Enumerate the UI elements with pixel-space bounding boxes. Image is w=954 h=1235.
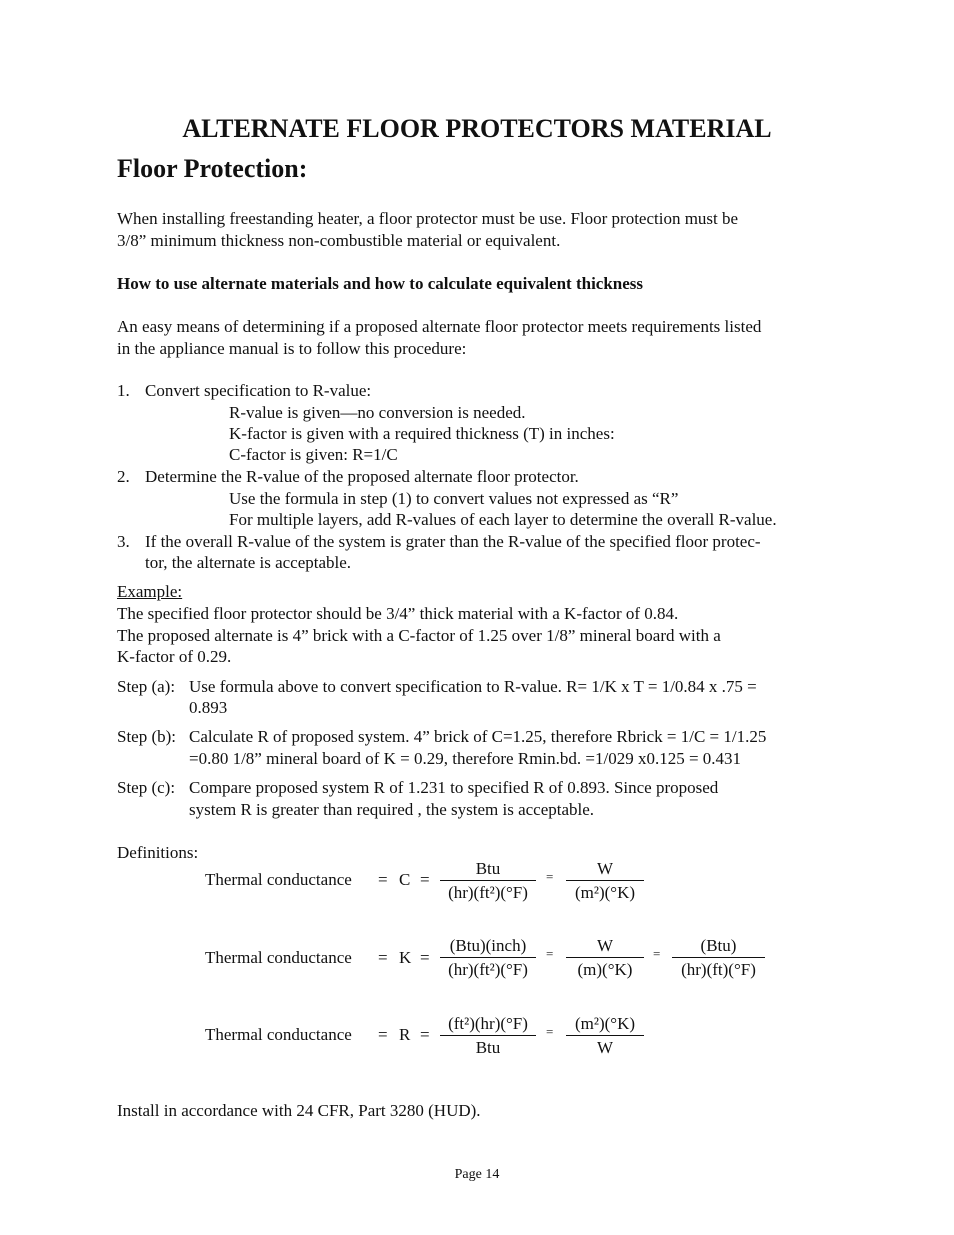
fraction-denominator: (hr)(ft)(°F): [681, 960, 756, 979]
procedure-intro-line-1: An easy means of determining if a proposed alternate floor protector meets requirements listed: [117, 317, 762, 336]
example-line: K-factor of 0.29.: [117, 647, 232, 666]
definitions-label: Definitions:: [117, 843, 199, 862]
equals-sign: =: [546, 869, 554, 884]
fraction-denominator: (m)(°K): [577, 960, 633, 979]
subheading: How to use alternate materials and how to calculate equivalent thickness: [117, 274, 644, 293]
fraction: [566, 935, 644, 980]
equals-sign: =: [420, 948, 430, 967]
step-text-continued: tor, the alternate is acceptable.: [145, 553, 352, 572]
fraction: [566, 858, 644, 903]
calc-step-line: Calculate R of proposed system. 4” brick of C=1.25, therefore Rbrick = 1/C = 1/1.25: [189, 727, 767, 746]
calc-step-line: 0.893: [189, 698, 228, 717]
fraction-numerator: Btu: [440, 858, 536, 881]
fraction-denominator: (hr)(ft²)(°F): [448, 883, 528, 902]
step-subitem: Use the formula in step (1) to convert values not expressed as “R”: [229, 489, 679, 508]
equals-sign: =: [546, 1024, 554, 1039]
calc-step-label: Step (a):: [117, 677, 176, 696]
fraction: [440, 858, 536, 903]
fraction-denominator: Btu: [475, 1038, 501, 1057]
calc-step-line: =0.80 1/8” mineral board of K = 0.29, therefore Rmin.bd. =1/029 x0.125 = 0.431: [189, 749, 742, 768]
fraction-numerator: W: [566, 858, 644, 881]
step-text: Convert specification to R-value:: [145, 381, 372, 400]
example-line: The specified floor protector should be 3/4” thick material with a K-factor of 0.84.: [117, 604, 679, 623]
step-text: If the overall R-value of the system is grater than the R-value of the specified floor protec-: [145, 532, 761, 551]
equals-sign: =: [378, 1025, 388, 1044]
fraction: [440, 1013, 536, 1058]
definition-name: Thermal conductance: [205, 948, 352, 967]
definition-symbol: K: [399, 948, 412, 967]
calc-step-label: Step (c):: [117, 778, 176, 797]
fraction: [440, 935, 536, 980]
intro-line-1: When installing freestanding heater, a floor protector must be use. Floor protection must be: [117, 209, 739, 228]
example-label: Example:: [117, 582, 183, 601]
definition-name: Thermal conductance: [205, 1025, 352, 1044]
definition-name: Thermal conductance: [205, 870, 352, 889]
step-number: 1.: [117, 381, 130, 400]
equals-sign: =: [378, 948, 388, 967]
fraction-numerator: (Btu)(inch): [440, 935, 536, 958]
step-subitem: C-factor is given: R=1/C: [229, 445, 398, 464]
step-subitem: For multiple layers, add R-values of each layer to determine the overall R-value.: [229, 510, 777, 529]
step-subitem: K-factor is given with a required thickness (T) in inches:: [229, 424, 615, 443]
example-line: The proposed alternate is 4” brick with a C-factor of 1.25 over 1/8” mineral board with a: [117, 626, 721, 645]
equals-sign: =: [653, 946, 661, 961]
install-note: Install in accordance with 24 CFR, Part 3280 (HUD).: [117, 1101, 481, 1120]
calc-step-line: Compare proposed system R of 1.231 to specified R of 0.893. Since proposed: [189, 778, 719, 797]
page-number: Page 14: [454, 1167, 500, 1182]
step-number: 2.: [117, 467, 130, 486]
definition-symbol: C: [399, 870, 411, 889]
calc-step-label: Step (b):: [117, 727, 177, 746]
step-number: 3.: [117, 532, 130, 551]
fraction-numerator: W: [566, 935, 644, 958]
fraction-numerator: (ft²)(hr)(°F): [440, 1013, 536, 1036]
equals-sign: =: [378, 870, 388, 889]
equals-sign: =: [420, 1025, 430, 1044]
page-title: ALTERNATE FLOOR PROTECTORS MATERIAL: [182, 114, 772, 143]
equals-sign: =: [420, 870, 430, 889]
step-text: Determine the R-value of the proposed alternate floor protector.: [145, 467, 579, 486]
fraction: [566, 1013, 644, 1058]
calc-step-line: system R is greater than required , the system is acceptable.: [189, 800, 595, 819]
step-subitem: R-value is given—no conversion is needed.: [229, 403, 526, 422]
fraction-numerator: (m²)(°K): [566, 1013, 644, 1036]
fraction-denominator: (hr)(ft²)(°F): [448, 960, 528, 979]
procedure-intro-line-2: in the appliance manual is to follow this procedure:: [117, 339, 467, 358]
definition-symbol: R: [399, 1025, 411, 1044]
fraction: [672, 935, 765, 980]
fraction-denominator: W: [596, 1038, 614, 1057]
equals-sign: =: [546, 946, 554, 961]
fraction-denominator: (m²)(°K): [574, 883, 636, 902]
calc-step-line: Use formula above to convert specification to R-value. R= 1/K x T = 1/0.84 x .75 =: [189, 677, 757, 696]
intro-line-2: 3/8” minimum thickness non-combustible material or equivalent.: [117, 231, 561, 250]
fraction-numerator: (Btu): [672, 935, 765, 958]
section-heading: Floor Protection:: [117, 154, 308, 183]
